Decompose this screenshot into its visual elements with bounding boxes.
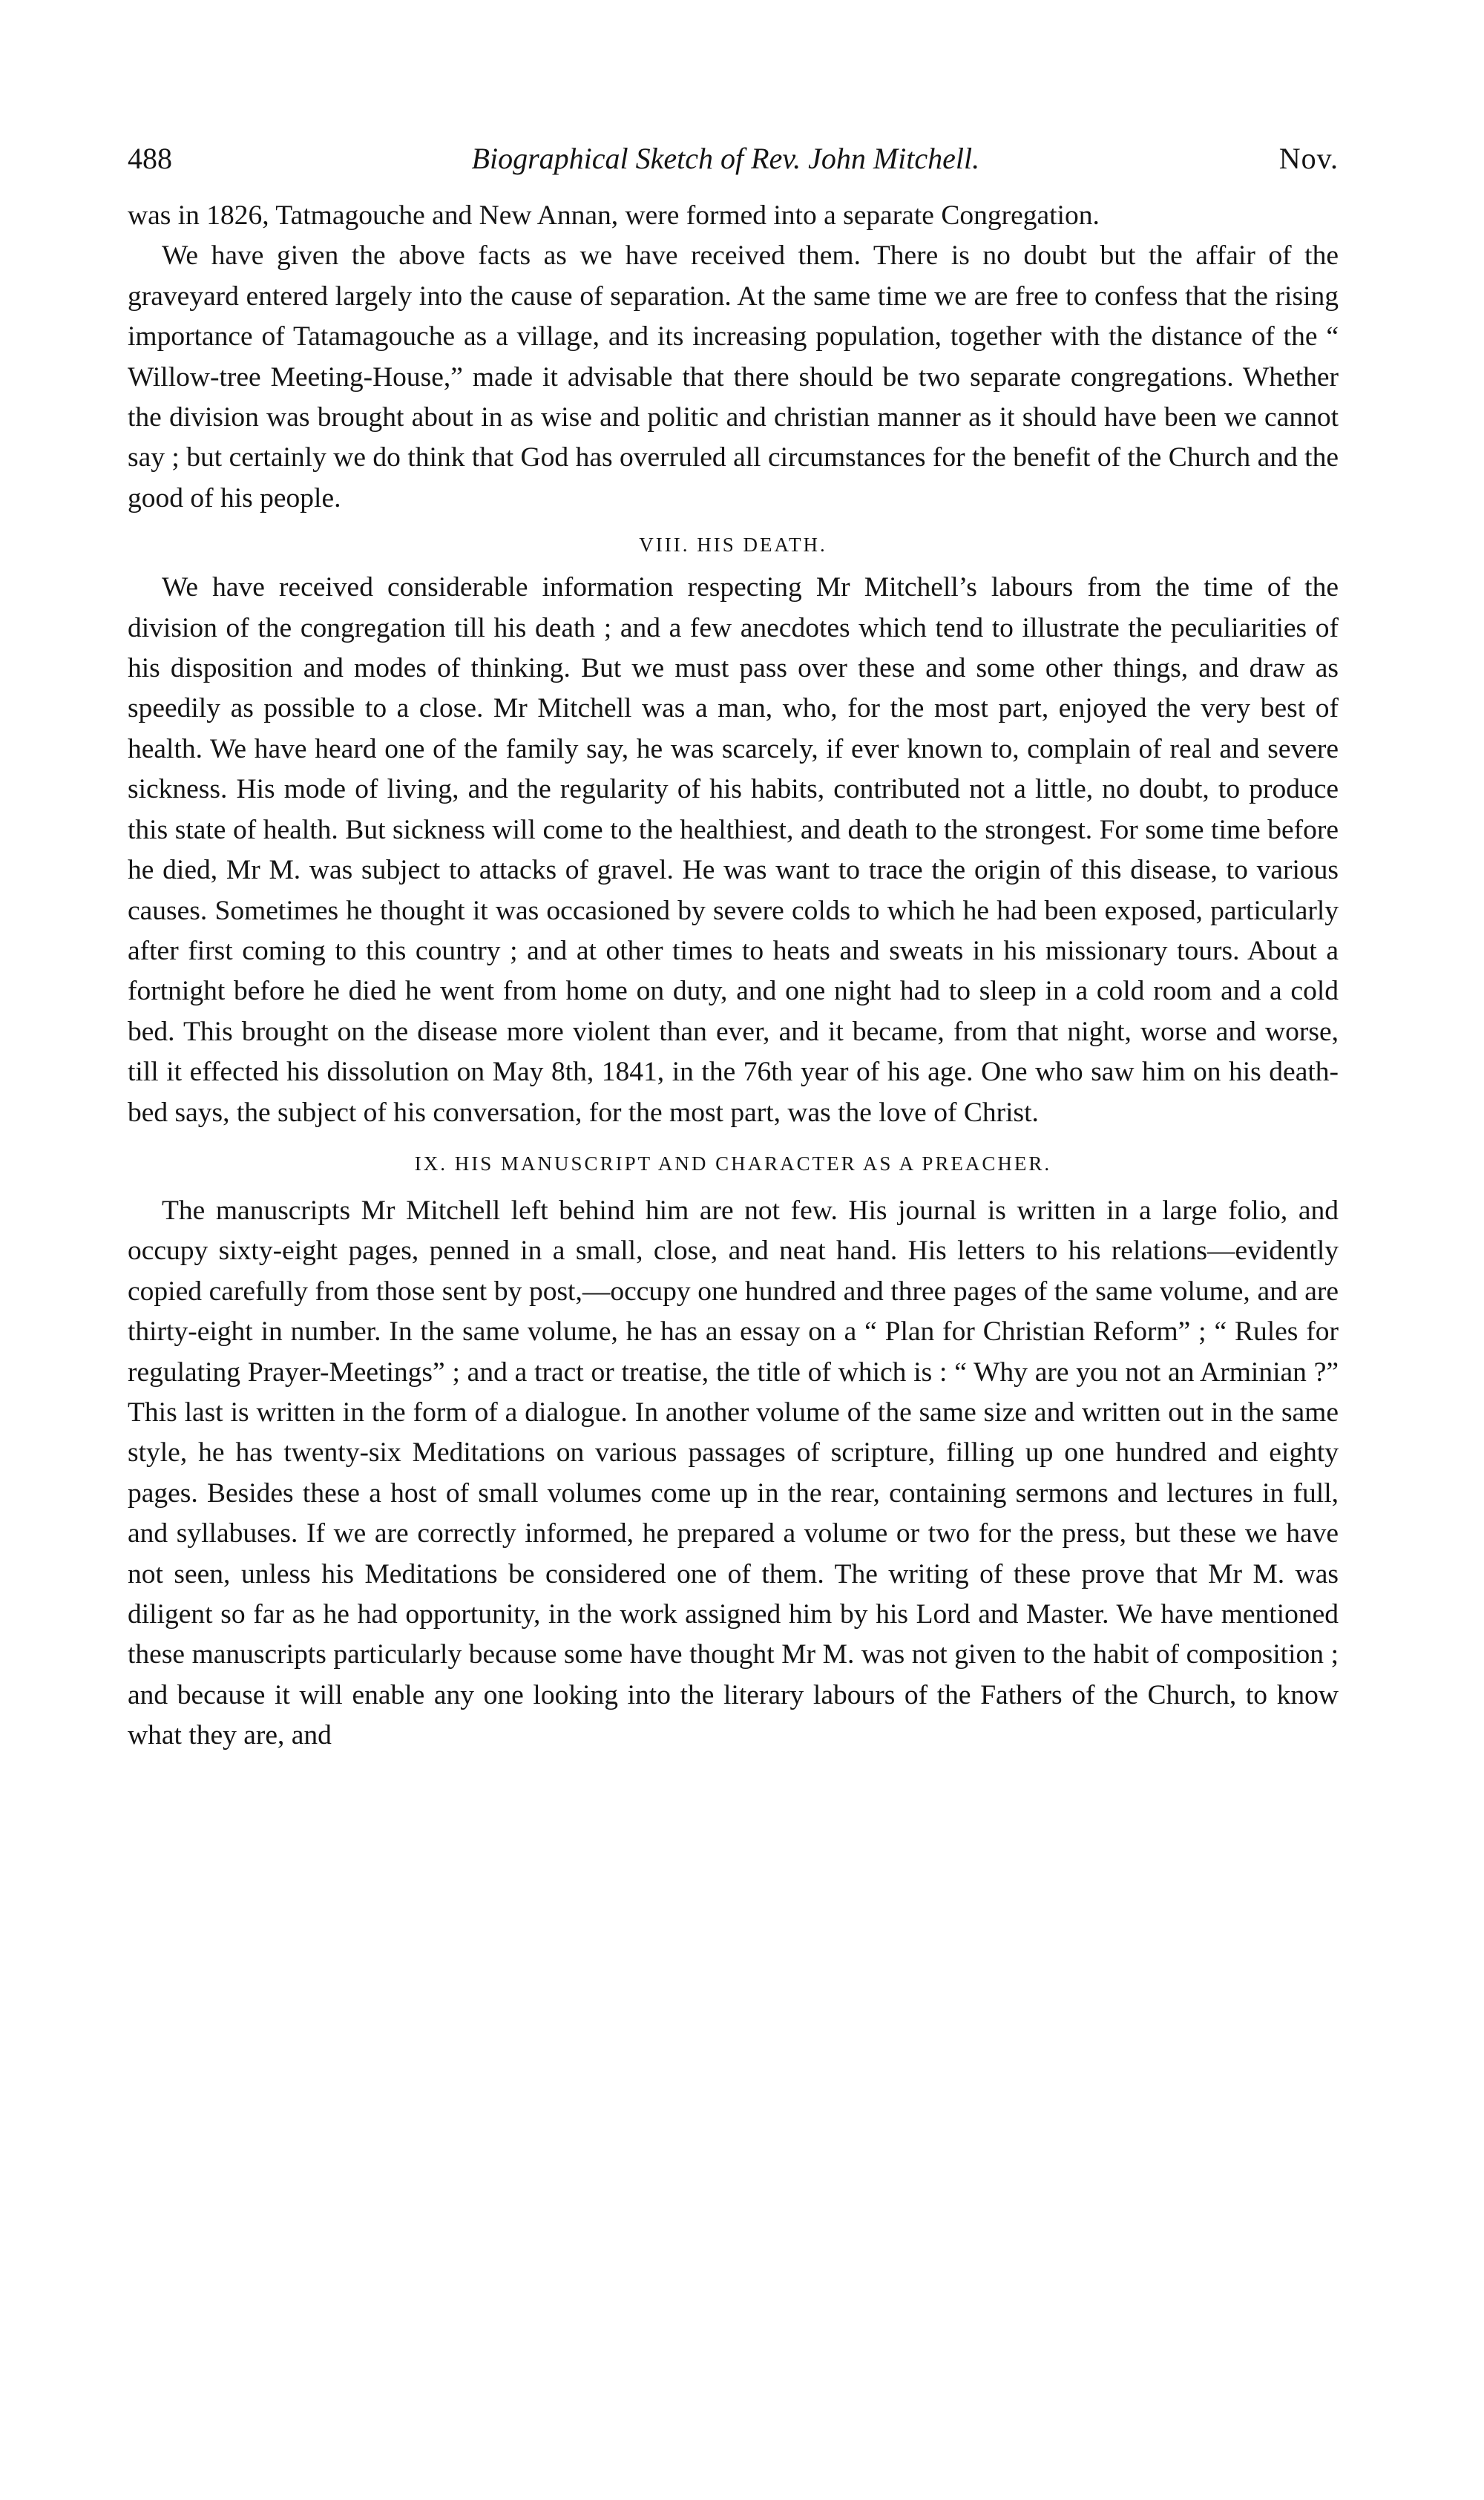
- paragraph-continuation: was in 1826, Tatmagouche and New Annan, were formed into a separate Congregation.: [128, 200, 1100, 231]
- running-month: Nov.: [1278, 142, 1339, 175]
- running-title: Biographical Sketch of Rev. John Mitchell.: [471, 142, 980, 175]
- section-heading-manuscripts: IX. HIS MANUSCRIPT AND CHARACTER AS A PREACHER.: [414, 1152, 1052, 1175]
- paragraph-graveyard: We have given the above facts as we have received them. There is no doubt but the affair of the graveyard entered largely into the cause of separation. At the same time we are free to confess that the rising importance of Tatamagouche as a village, and its increasing population, together with the distance of the “ Willow-tree Meeting-House,” made it advisable that there should be two separate congregations. Whether the division was brought about in as wise and politic and christian manner as it should have been we cannot say ; but certainly we do think that God has overruled all circumstances for the benefit of the Church and the good of his people.: [128, 240, 1339, 514]
- section-heading-death: VIII. HIS DEATH.: [639, 534, 827, 557]
- page-number: 488: [128, 142, 172, 175]
- running-head: [128, 141, 1339, 177]
- page: [128, 141, 1339, 1756]
- paragraph-death: We have received considerable information respecting Mr Mitchell’s labours from the time of the division of the congregation till his death ; and a few anecdotes which tend to illustrate the peculiarities of his disposition and modes of thinking. But we must pass over these and some other things, and draw as speedily as possible to a close. Mr Mitchell was a man, who, for the most part, enjoyed the very best of health. We have heard one of the family say, he was scarcely, if ever known to, complain of real and severe sickness. His mode of living, and the regularity of his habits, contributed not a little, no doubt, to produce this state of health. But sickness will come to the healthiest, and death to the strongest. For some time before he died, Mr M. was subject to attacks of gravel. He was want to trace the origin of this disease, to various causes. Sometimes he thought it was occasioned by severe colds to which he had been exposed, particularly after first coming to this country ; and at other times to heats and sweats in his missionary tours. About a fortnight before he died he went from home on duty, and one night had to sleep in a cold room and a cold bed. This brought on the disease more violent than ever, and it became, from that night, worse and worse, till it effected his dissolution on May 8th, 1841, in the 76th year of his age. One who saw him on his death-bed says, the subject of his conversation, for the most part, was the love of Christ.: [128, 572, 1339, 1128]
- paragraph-manuscripts: The manuscripts Mr Mitchell left behind him are not few. His journal is written in a large folio, and occupy sixty-eight pages, penned in a small, close, and neat hand. His letters to his relations—evidently copied carefully from those sent by post,—occupy one hundred and three pages of the same volume, and are thirty-eight in number. In the same volume, he has an essay on a “ Plan for Christian Reform” ; “ Rules for regulating Prayer-Meetings” ; and a tract or treatise, the title of which is : “ Why are you not an Arminian ?” This last is written in the form of a dialogue. In another volume of the same size and written out in the same style, he has twenty-six Meditations on various passages of scripture, filling up one hundred and eighty pages. Besides these a host of small volumes come up in the rear, containing sermons and lectures in full, and syllabuses. If we are correctly informed, he prepared a volume or two for the press, but these we have not seen, unless his Meditations be considered one of them. The writing of these prove that Mr M. was diligent so far as he had opportunity, in the work assigned him by his Lord and Master. We have mentioned these manuscripts particularly because some have thought Mr M. was not given to the habit of composition ; and because it will enable any one looking into the literary labours of the Fathers of the Church, to know what they are, and: [128, 1195, 1339, 1751]
